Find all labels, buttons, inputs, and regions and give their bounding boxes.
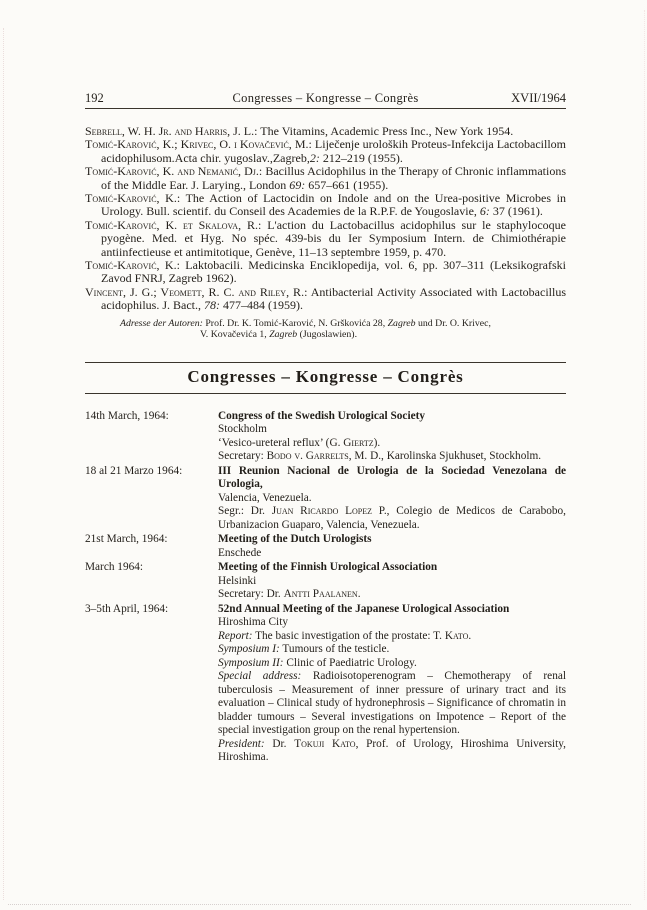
congress-title: III Reunion Nacional de Urologia de la Sociedad Venezolana de Urologia, [218, 464, 566, 491]
congress-detail-line: Symposium I: Tumours of the testicle. [218, 643, 390, 656]
congress-title: 52nd Annual Meeting of the Japanese Urological Association [218, 602, 510, 615]
section-title: Congresses – Kongresse – Congrès [187, 366, 464, 386]
congress-detail-line: President: Dr. Tokuji Kato, Prof. of Urology, Hiroshima University, Hiroshima. [218, 737, 567, 764]
reference-entry: Tomić-Karović, K.; Krivec, O. i Kovačević, M.: Liječenje uroloških Proteus-Infekcija Lactobacillom acidophilusom.Acta chir. yugoslav.,Zagreb,2: 212–219 (1955). [85, 137, 567, 165]
references-list [85, 125, 566, 313]
page-content [85, 0, 566, 766]
congress-entry [85, 561, 566, 602]
congress-entry [85, 603, 566, 765]
congress-date: 18 al 21 Marzo 1964: [85, 464, 183, 477]
scan-artifact-right [644, 10, 645, 900]
volume-label: XVII/1964 [511, 91, 566, 105]
congress-detail-line: Enschede [218, 546, 262, 559]
running-head [85, 91, 566, 106]
scan-artifact-bottom [8, 904, 631, 905]
congress-detail-line: Valencia, Venezuela. [218, 491, 312, 504]
congress-title: Meeting of the Finnish Urological Association [218, 561, 438, 574]
congress-entry [85, 410, 566, 464]
congress-detail-line: Hiroshima City [218, 616, 288, 629]
scan-artifact-left [3, 28, 4, 900]
congress-detail-line: Special address: Radioisotoperenogram – Chemotherapy of renal tuberculosis – Measurement of inner pressure of urinary tract and its evaluation – Clinical study of hydronephrosis – Significance of chromatin in bladder tumours – Several investigations on Impotence – Report of the special investigation group on the renal hypertension. [218, 670, 566, 737]
congress-detail-line: Report: The basic investigation of the prostate: T. Kato. [218, 629, 472, 642]
congress-detail-line: Segr.: Dr. Juan Ricardo Lopez P., Colegio de Medicos de Carabobo, Urbanizacion Guaparo, Valencia, Venezuela. [218, 505, 566, 531]
congress-details [218, 410, 566, 464]
congress-date: 21st March, 1964: [85, 533, 168, 546]
congress-detail-line: Stockholm [218, 423, 267, 436]
congress-date: 3–5th April, 1964: [85, 602, 169, 615]
reference-entry: Tomić-Karović, K.: The Action of Lactocidin on Indole and on the Urea-positive Microbes in Urology. Bull. scientif. du Conseil des Academies de la R.P.F. de Yougoslavie, 6: 37 (1961). [85, 191, 567, 219]
reference-entry: Vincent, J. G.; Veomett, R. C. and Riley, R.: Antibacterial Activity Associated with Lactobacillus acidophilus. J. Bact., 78: 477–484 (1959). [85, 284, 566, 313]
congress-entry [85, 533, 566, 560]
running-title: Congresses – Kongresse – Congrès [232, 91, 419, 105]
authors-note-line: V. Kovačevića 1, Zagreb (Jugoslawien). [200, 329, 358, 341]
header-rule [85, 108, 566, 109]
congress-entry [85, 465, 566, 533]
page-number: 192 [85, 91, 104, 105]
congress-details [218, 603, 566, 765]
congress-date: 14th March, 1964: [85, 409, 169, 422]
congress-details [218, 465, 566, 533]
congress-detail-line: Secretary: Bodo v. Garrelts, M. D., Karolinska Sjukhuset, Stockholm. [218, 450, 542, 463]
congress-title: Meeting of the Dutch Urologists [218, 533, 372, 546]
congress-detail-line: Symposium II: Clinic of Paediatric Urology. [218, 656, 417, 669]
authors-note-line: Adresse der Autoren: Prof. Dr. K. Tomić-Karović, N. Grškovića 28, Zagreb und Dr. O. Krivec, [120, 317, 491, 329]
section-heading [85, 362, 566, 394]
congress-details [218, 561, 566, 602]
reference-entry: Tomić-Karović, K. and Nemanić, Dj.: Bacillus Acidophilus in the Therapy of Chronic inflammations of the Middle Ear. J. Larying., London 69: 657–661 (1955). [85, 164, 566, 192]
congress-detail-line: ‘Vesico-ureteral reflux’ (G. Giertz). [218, 436, 381, 449]
reference-entry: Tomić-Karović, K.: Laktobacili. Medicinska Enciklopedija, vol. 6, pp. 307–311 (Leksikografski Zavod FNRJ, Zagreb 1962). [85, 258, 567, 286]
congress-title: Congress of the Swedish Urological Society [218, 409, 426, 422]
congress-date: March 1964: [85, 561, 144, 574]
congress-details [218, 533, 566, 560]
congress-detail-line: Secretary: Dr. Antti Paalanen. [218, 588, 361, 601]
reference-entry: Sebrell, W. H. Jr. and Harris, J. L.: The Vitamins, Academic Press Inc., New York 1954. [85, 124, 514, 138]
congress-detail-line: Helsinki [218, 574, 257, 587]
authors-note [120, 318, 566, 341]
congress-list [85, 410, 566, 765]
reference-entry: Tomić-Karović, K. et Skalova, R.: L'action du Lactobacillus acidophilus sur le staphylocoque pyogène. Med. et Hyg. No spéc. 439-bis du Ier Symposium Intern. de Chimiothérapie antiinfectieuse et antimitotique, Genève, 11–13 septembre 1959, p. 470. [85, 217, 566, 259]
